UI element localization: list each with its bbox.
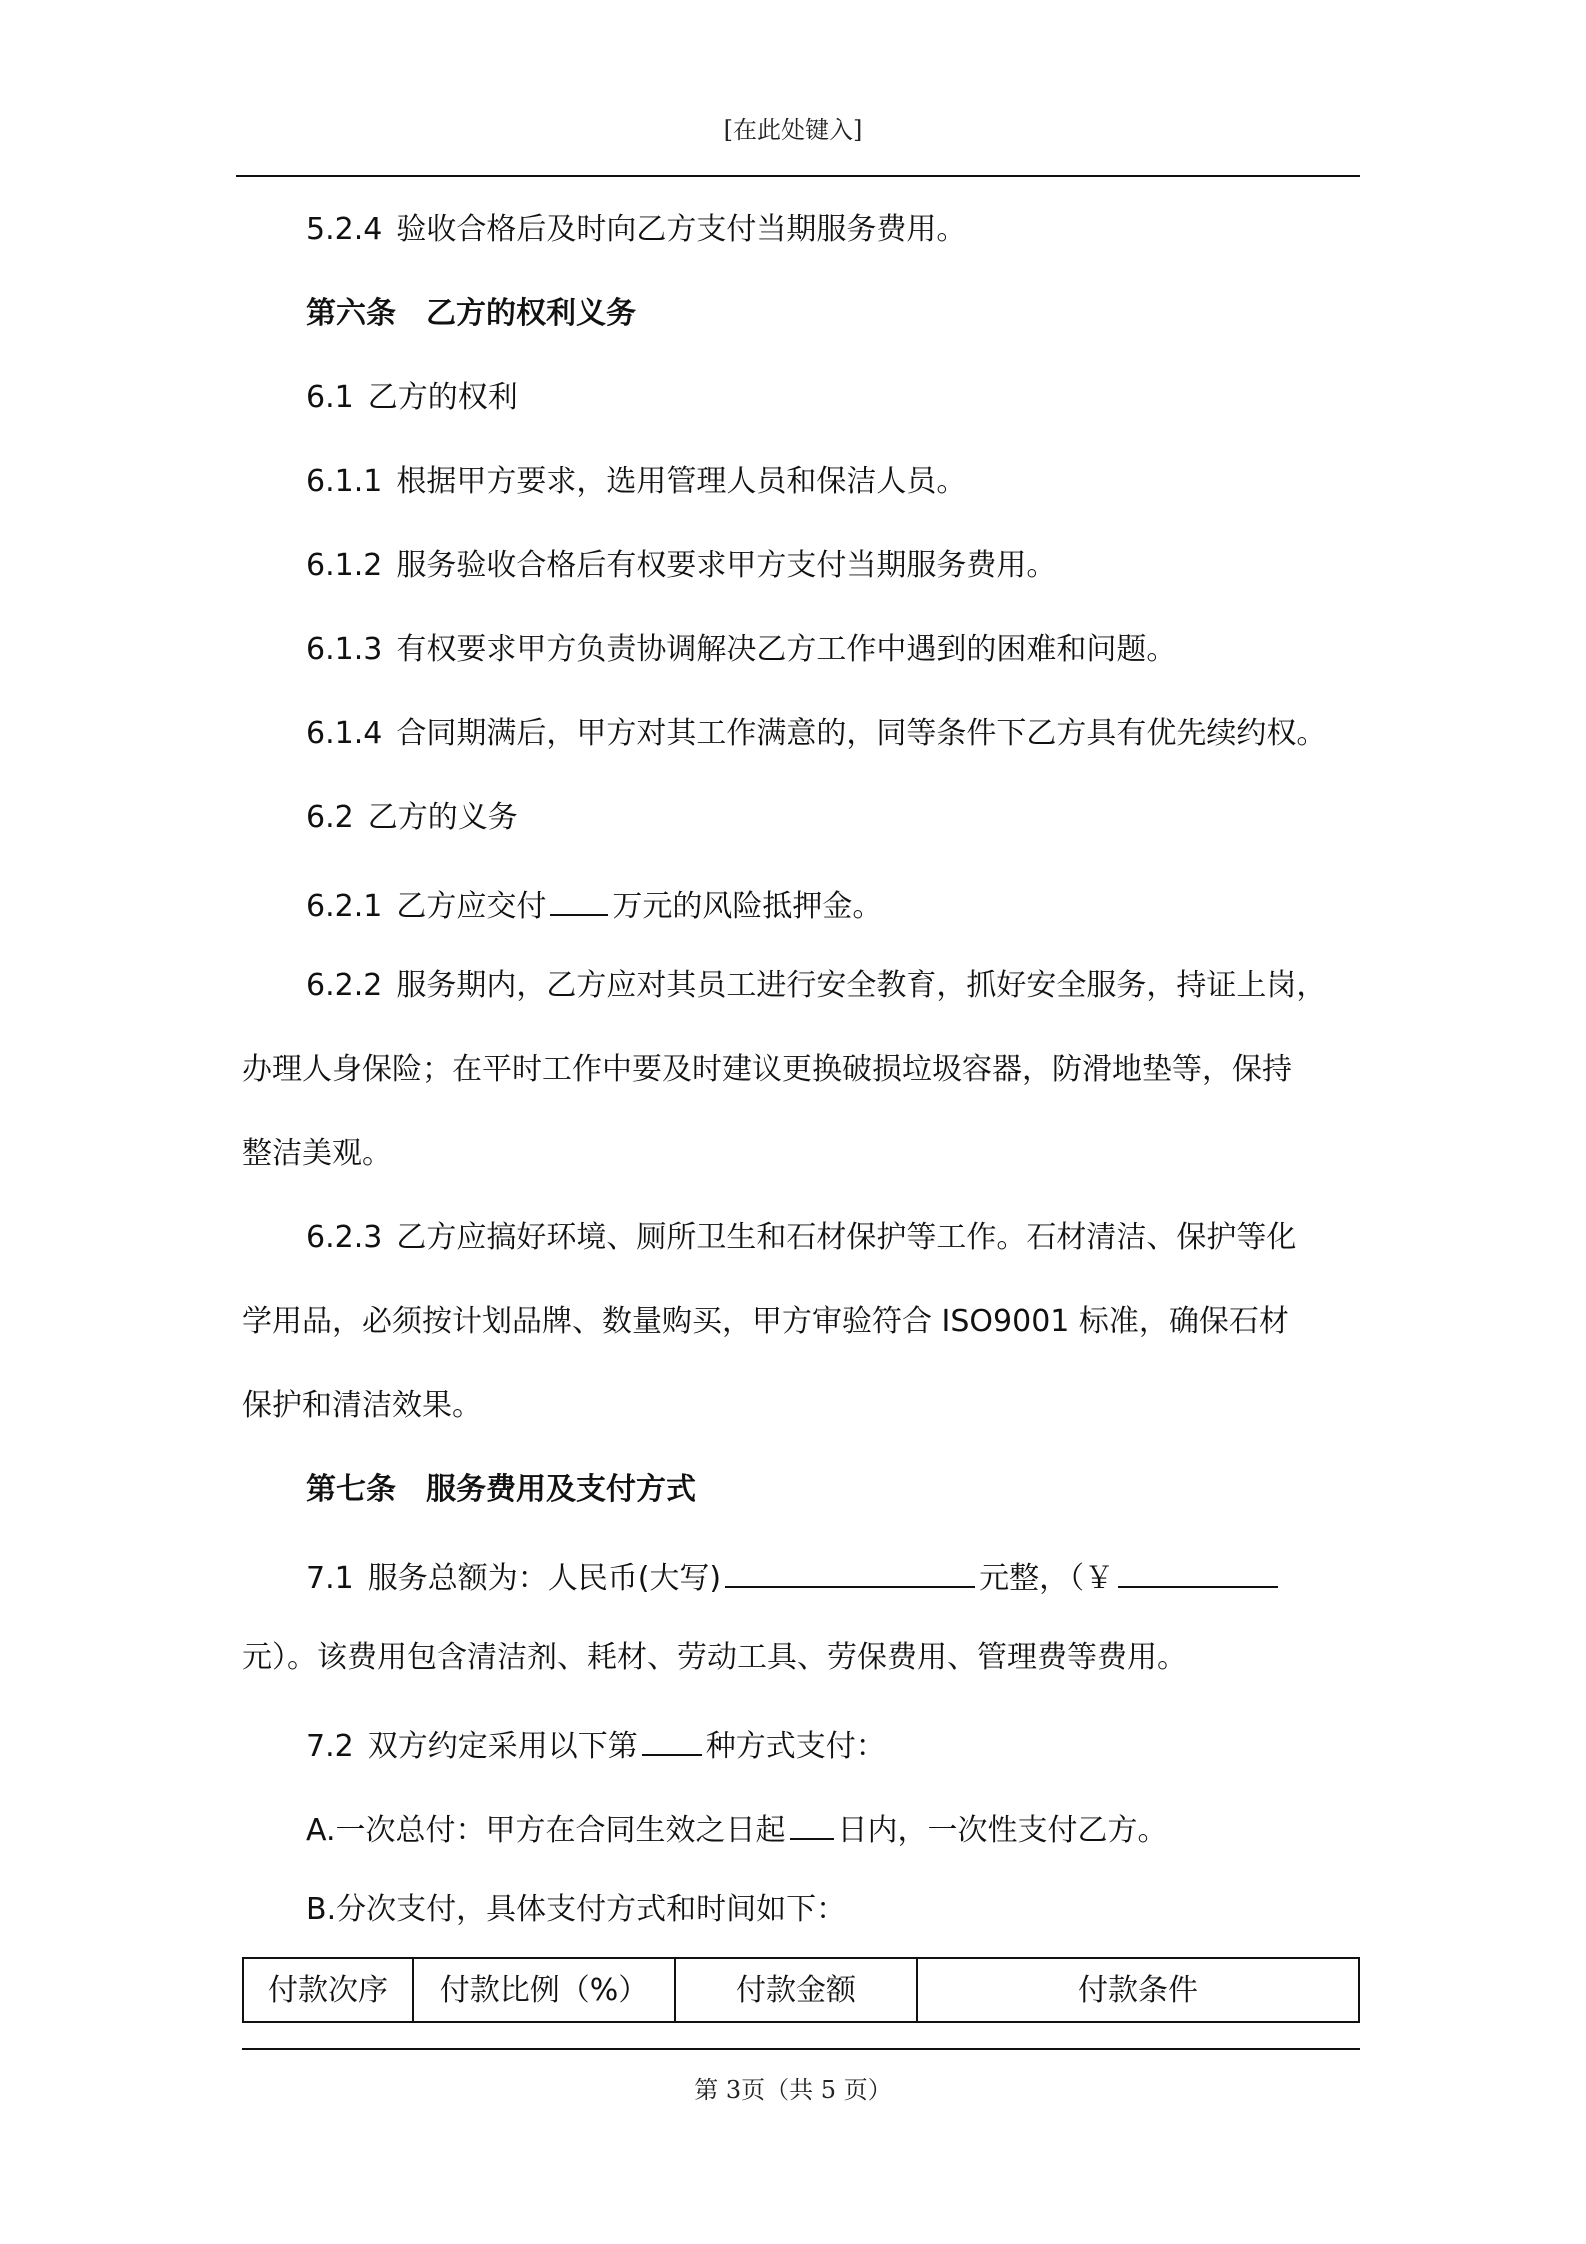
option-a: A.一次总付：甲方在合同生效之日起 日内，一次性支付乙方。 — [306, 1806, 1168, 1851]
total-amount-words-blank[interactable] — [725, 1554, 975, 1588]
table-header-row — [243, 1958, 1359, 2022]
total-amount-figures-blank[interactable] — [1118, 1554, 1278, 1588]
clause-7-1-cont: 元）。该费用包含清洁剂、耗材、劳动工具、劳保费用、管理费等费用。 — [242, 1640, 1187, 1675]
clause-6-2-3: 6.2.3 乙方应搞好环境、厕所卫生和石材保护等工作。石材清洁、保护等化 — [306, 1220, 1297, 1255]
payment-days-blank[interactable] — [790, 1806, 834, 1840]
clause-6-1-4: 6.1.4 合同期满后，甲方对其工作满意的，同等条件下乙方具有优先续约权。 — [306, 716, 1327, 751]
section-6-1: 6.1 乙方的权利 — [306, 380, 518, 415]
page-footer: 第 3页（共 5 页） — [694, 2076, 892, 2104]
section-6-2: 6.2 乙方的义务 — [306, 800, 518, 835]
clause-6-2-2-cont: 办理人身保险；在平时工作中要及时建议更换破损垃圾容器，防滑地垫等，保持 — [242, 1052, 1292, 1087]
clause-6-1-3: 6.1.3 有权要求甲方负责协调解决乙方工作中遇到的困难和问题。 — [306, 632, 1177, 667]
table-header-cell: 付款金额 — [675, 1958, 917, 2022]
table-header-cell: 付款条件 — [917, 1958, 1359, 2022]
header-divider — [236, 175, 1360, 177]
payment-option-blank[interactable] — [642, 1722, 702, 1756]
clause-5-2-4: 5.2.4 验收合格后及时向乙方支付当期服务费用。 — [306, 212, 967, 247]
clause-6-1-2: 6.1.2 服务验收合格后有权要求甲方支付当期服务费用。 — [306, 548, 1057, 583]
article-7-heading: 第七条 服务费用及支付方式 — [306, 1472, 696, 1507]
footer-divider — [242, 2048, 1360, 2050]
clause-6-2-1: 6.2.1 乙方应交付 万元的风险抵押金。 — [306, 882, 882, 927]
payment-schedule-table — [242, 1957, 1360, 2023]
article-6-heading: 第六条 乙方的权利义务 — [306, 296, 636, 331]
clause-6-2-2-cont2: 整洁美观。 — [242, 1136, 392, 1171]
clause-7-1: 7.1 服务总额为：人民币(大写) 元整，（￥ — [306, 1554, 1282, 1599]
clause-6-2-3-cont: 学用品，必须按计划品牌、数量购买，甲方审验符合 ISO9001 标准，确保石材 — [242, 1304, 1289, 1339]
deposit-amount-blank[interactable] — [550, 882, 608, 916]
clause-7-2: 7.2 双方约定采用以下第 种方式支付： — [306, 1722, 886, 1767]
table-header-cell: 付款比例（%） — [413, 1958, 675, 2022]
option-b: B.分次支付，具体支付方式和时间如下： — [306, 1892, 847, 1927]
clause-6-2-3-cont2: 保护和清洁效果。 — [242, 1388, 482, 1423]
clause-6-2-2: 6.2.2 服务期内，乙方应对其员工进行安全教育，抓好安全服务，持证上岗， — [306, 968, 1327, 1003]
page-header: [在此处键入] — [723, 116, 863, 144]
clause-6-1-1: 6.1.1 根据甲方要求，选用管理人员和保洁人员。 — [306, 464, 967, 499]
table-header-cell: 付款次序 — [243, 1958, 413, 2022]
